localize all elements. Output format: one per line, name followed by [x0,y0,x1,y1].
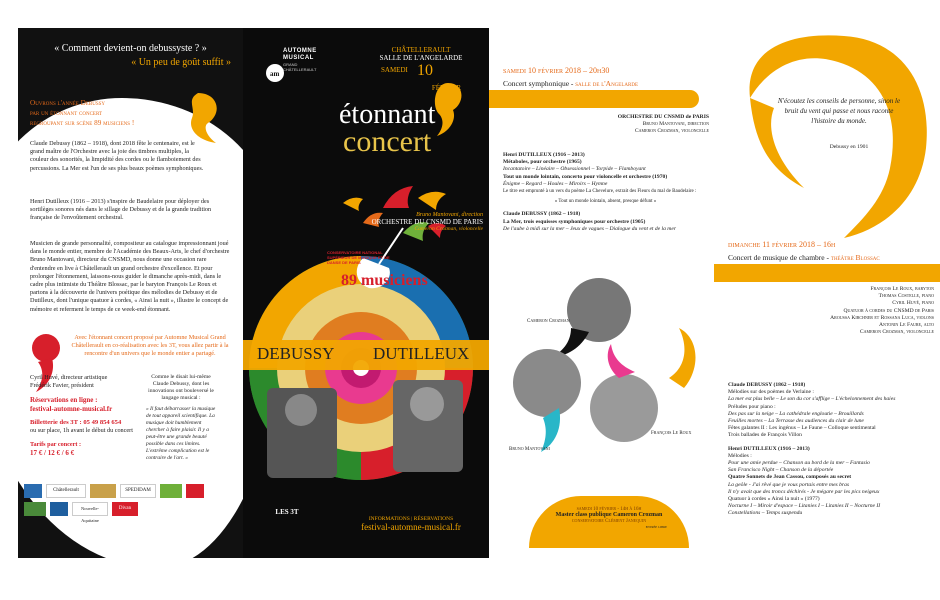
program-composer: Henri DUTILLEUX (1916 – 2013) [728,445,810,452]
composer-debussy: DEBUSSY [257,344,335,363]
masterclass-entry: entrée libre [645,524,667,529]
program-work: Quatre Sonnets de Jean Cassou, composés au secret [728,474,852,481]
program-movements: Nocturne I – Miroir d'espace – Litanies I – Litanies II – Nocturne II [728,503,881,510]
saturday-title [503,79,703,88]
les-3t-logo: LES 3T [275,508,299,516]
masterclass-date: samedi 10 février - 14h à 16h [576,507,642,512]
title-etonnant: étonnant [339,99,436,130]
orange-swirl-icon [669,328,695,388]
caption-crozman: Cameron Crozman [527,319,570,324]
portrait-bubbles [489,268,714,528]
footer-label: INFORMATIONS | RÉSERVATIONS [368,516,454,522]
program-work: La Mer, trois esquisses symphoniques pour orchestre (1905) [503,218,646,225]
program-work: Préludes pour piano : [728,403,776,410]
performer: Cameron Crozman, violoncelle [859,329,934,336]
program-work: Fêtes galantes II : Les ingénus – Le Faune – Colloque sentimental [728,425,876,432]
saturday-concert-label: Concert symphonique - [503,79,576,88]
program-movements: Incantatoire – Linéaire – Obsessionnel – Torpide – Flamboyant [503,166,646,173]
debussy-paragraph: Claude Debussy (1862 – 1918), dont 2018 fête le centenaire, est le grand maître de l'Orchestre avec la joie des timbres multiples, la couleur des sonorités, la limpidité des cordes ou le flamboiement des percussions. La Mer est l'un de ses plus beaux poèmes symphoniques. [30,140,204,172]
event-time: 20h30 [443,92,461,100]
event-date: 10 [417,62,433,79]
title-concert: concert [343,125,432,158]
invitation-paragraph: Avec l'étonnant concert proposé par Automne Musical Grand Châtellerault en co-réalisation avec les 3T, vous allez partir à la rencontre d'un univers que le monde entier a partagé. [71,334,229,358]
panel-sunday [714,28,940,558]
box-office-phone: Billetterie des 3T : 05 49 854 654 [30,418,122,426]
program-movements: Pour une amie perdue – Chanson au bord de la mer – Fantasio [728,460,870,467]
prices-value: 17 € / 12 € / 6 € [30,449,75,458]
program-verse: « Tout un monde lointain, absent, presque défunt » [554,199,657,205]
mantovani-portrait [513,349,581,417]
musicians-count: 89 musiciens [341,272,428,289]
performer: François Le Roux, baryton [870,286,934,292]
saturday-venue: salle de l'Angelarde [575,79,639,88]
dutilleux-paragraph: Henri Dutilleux (1916 – 2013) s'inspire de Baudelaire pour déployer des sortilèges sonores nés dans le sillage de Debussy et de la grande tradition française de l'envoûtement orchestral. [30,198,212,222]
sponsor-logo [160,484,182,498]
program-movements: Des pas sur la neige – La cathédrale engloutie – Brouillards [728,410,864,417]
orchestra-line: ORCHESTRE DU CNSMD DE PARIS [371,218,483,226]
sunday-title [728,253,938,262]
quote-title: « Comment devient-on debussyste ? » [54,43,207,54]
sponsor-logo: Divan [112,502,138,516]
cellist-line: Cameron Crozman, violoncelle [414,226,483,232]
performer: Thomas Costelle, piano [878,293,934,300]
footer-site-link[interactable]: festival-automne-musical.fr [361,522,461,532]
panel-saturday [489,28,714,558]
performer: Antonin Le Faure, alto [879,322,934,329]
sponsor-logo [90,484,116,498]
caption-mantovani: Bruno Mantovani [509,447,550,452]
sponsor-logo [186,484,204,498]
program-composer: Henri DUTILLEUX (1916 – 2013) [503,152,585,158]
sponsor-logo [24,484,42,498]
program-movements: La geôle - J'ai rêvé que je vous portais entre mes bras [728,481,850,488]
side-quote: « Il faut débarrasser la musique de tout appareil scientifique. La musique doit humblement chercher à faire plaisir. Il y a peut-être une grande beauté possible dans ces limites. L'extrême complication est le contraire de l'art. » [146,406,216,461]
performer: Quatuor à cordes du CNSMD de Paris [843,307,934,314]
program-movements: San Francisco Night – Chanson de la déportée [728,467,834,474]
brand-line: MUSICAL [283,55,314,61]
leroux-portrait [590,374,658,442]
program-work: Métaboles, pour orchestre (1965) [503,159,582,166]
sponsor-logo: Nouvelle-Aquitaine [72,502,108,516]
orange-header-bar [714,264,940,282]
brand-line: GRAND [283,62,298,67]
program-movements: Feuilles mortes – La Terrasse des audiences du clair de lune [728,418,864,425]
conductor-name: Bruno Mantovani, direction [642,121,709,128]
reservation-link[interactable]: festival-automne-musical.fr [30,404,113,413]
caption-leroux: François Le Roux [651,431,692,436]
event-city: CHÂTELLERAULT [391,46,451,54]
sponsor-logo: SPEDIDAM [120,484,156,498]
brand-line: AUTOMNE [283,48,317,54]
program-movements: De l'aube à midi sur la mer – Jeux de vagues – Dialogue du vent et de la mer [503,225,677,232]
program-work: Tout un monde lointain, concerto pour violoncelle et orchestre (1970) [503,173,668,180]
brand-line: CHÂTELLERAULT [283,67,317,72]
sunday-venue: théâtre Blossac [830,253,880,262]
mantovani-paragraph: Musicien de grande personnalité, compositeur au catalogue impressionnant joué dans le monde entier, membre de l'Académie des Beaux-Arts, le chef d'orchestre Bruno Mantovani, directeur du CNSMD, nous donne une occasion rare d'entendre en live à Châtellerault un grand orchestre d'excellence. Et pour prolonger l'étonnement, laissons-nous guider le dimanche après-midi, dans le cadre plus intimiste du Théâtre Blossac, par le baryton François Le Roux et partons à la découverte de l'univers poétique des mélodies de Debussy et de Dutilleux, dont l'unique quatuor à cordes, « Ainsi la nuit », illustre le concept de mémoire et referment le temps de ce week-end étonnant. [30,240,230,313]
side-quote-intro: Comme le disait lui-même Claude Debussy, dont les innovations ont bouleversé le langage musical : [148,374,214,401]
intro-line: Ouvrons l'année Debussy [30,99,105,107]
credit-line: Cyril Huvé, directeur artistique [30,374,108,381]
event-day: SAMEDI [381,66,408,74]
program-composer: Claude DEBUSSY (1862 – 1918) [728,382,806,388]
quote-answer: « Un peu de goût suffit » [131,57,231,68]
performer: Aroussa Kirchner et Rossana Luca, violons [830,314,934,321]
saturday-date: samedi 10 février 2018 – 20h30 [503,66,610,75]
prices-label: Tarifs par concert : [30,441,82,449]
program-movements: Énigme – Regard – Houles – Miroirs – Hymne [503,180,608,187]
program-work: Mélodies : [728,452,752,459]
cellist-name: Cameron Crozman, violoncelle [634,128,709,135]
intro-line: regroupant sur scène 89 musiciens ! [30,119,135,127]
credit-line: Frédérik Favier, président [30,382,94,390]
sponsor-logo [24,502,46,516]
box-office-note: ou sur place, 1h avant le début du concert [30,427,133,435]
event-venue: SALLE DE L'ANGELARDE [379,54,463,62]
composer-dutilleux: DUTILLEUX [373,344,470,363]
program-composer: Claude DEBUSSY (1862 – 1918) [503,211,581,218]
sunday-concert-label: Concert de musique de chambre - [728,253,831,262]
orange-swirl-frame [714,28,940,258]
program-movements: Il n'y avait que des troncs déchirés - Je mégare par les pics neigeux [728,488,880,495]
sponsor-logo [50,502,68,516]
program-note: Le titre est emprunté à un vers du poème La Chevelure, extrait des Fleurs du mal de Baudelaire : [503,189,697,195]
masterclass-venue: conservatoire Clément Janequin [571,519,647,524]
pink-comma-icon [608,344,635,378]
program-work: Mélodies sur des poèmes de Verlaine : [728,389,814,396]
orange-header-bar [489,90,699,108]
panel-poster [243,28,489,558]
program-work: Trois ballades de François Villon [728,432,802,439]
sunday-date: dimanche 11 février 2018 – 16h [728,240,836,249]
svg-text:am: am [270,70,280,78]
program-work: Quatuor à cordes « Ainsi la nuit » (1977) [728,496,820,503]
panel-intro [18,28,243,558]
program-movements: Constellations – Temps suspendu [728,510,803,517]
sponsor-logo: Châtellerault [46,484,86,498]
program-movements: La mer est plus belle – Le son du cor s'afflige – L'échelonnement des haies [728,396,896,403]
conductor-line: Bruno Mantovani, direction [416,212,483,218]
orchestra-name: ORCHESTRE DU CNSMD de PARIS [617,114,709,120]
performer: Cyril Huvé, piano [892,300,934,307]
reservation-label: Réservations en ligne : [30,396,98,405]
debussy-quote: N'écoutez les conseils de personne, sinon le bruit du vent qui passe et nous raconte l'histoire du monde. [777,97,901,125]
event-month: FÉVRIER [431,84,461,92]
masterclass-title: Master class publique Cameron Crozman [555,512,663,518]
conservatoire-label: CONSERVATOIRE NATIONAL SUPÉRIEUR DE MUSIQUE ET DE DANSE DE PARIS [327,250,390,265]
intro-line: par un étonnant concert [30,109,103,117]
debussy-quote-source: Debussy en 1901 [829,144,869,150]
